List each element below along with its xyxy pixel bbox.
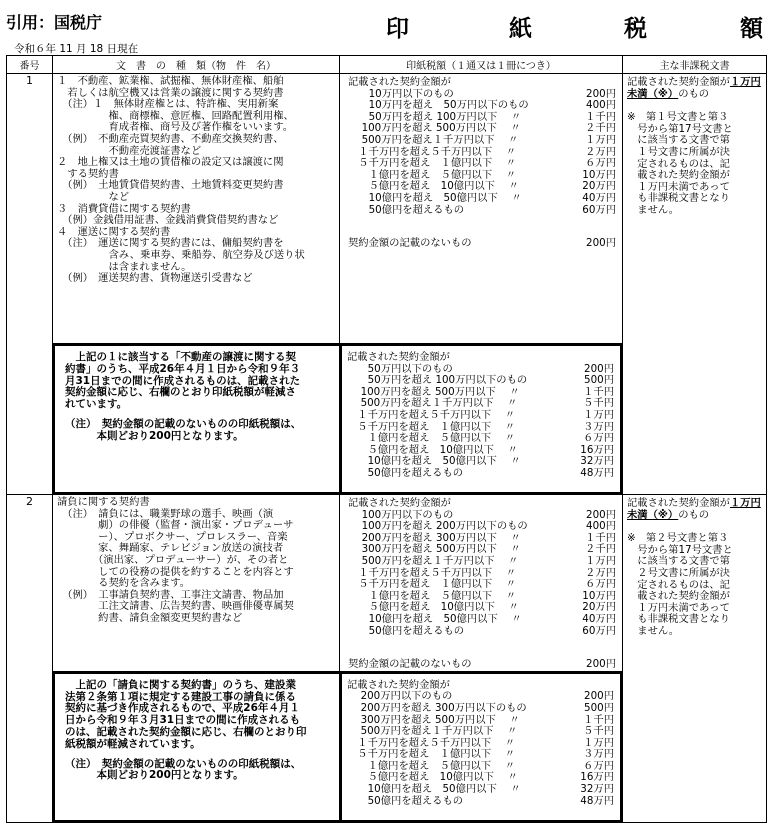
tax-amount: 60万円 bbox=[582, 624, 616, 637]
reduced-tax-cell bbox=[340, 671, 623, 822]
tax-bracket-label: ５千万円を超え １億円以下 〃 bbox=[347, 748, 516, 761]
text-line: など bbox=[57, 190, 130, 203]
text-line: ※ 第１号文書と第３ bbox=[627, 111, 729, 124]
tax-amount: 40万円 bbox=[582, 191, 616, 204]
reduced-note bbox=[55, 753, 340, 787]
description-lines bbox=[53, 495, 339, 627]
tax-bracket-label: 50万円を超え 100万円以下のもの bbox=[347, 374, 528, 387]
text-line: （注） 契約金額の記載のないものの印紙税額は、 bbox=[65, 417, 302, 430]
tax-amount: １万円 bbox=[585, 133, 616, 146]
tax-amount: 200円 bbox=[586, 87, 616, 100]
as-of-date: 令和６年 11 月 18 日現在 bbox=[14, 43, 139, 55]
text-line: （例）金銭借用証書、金銭消費貸借契約書など bbox=[57, 214, 279, 227]
text-line: 契約金額に応じ、右欄のとおり印紙税額が軽減さ bbox=[65, 386, 296, 399]
header-number: 番号 bbox=[7, 56, 53, 74]
nontaxable-threshold: １万円未満（※） bbox=[627, 497, 761, 521]
tax-bracket-label: 100万円を超え 500万円以下 〃 bbox=[348, 122, 521, 135]
text-line: 上記の「請負に関する契約書」のうち、建設業 bbox=[65, 678, 296, 691]
tax-amount: ２千円 bbox=[585, 543, 616, 556]
text-line: 若しくは航空機又は営業の譲渡に関する契約書 bbox=[57, 86, 284, 99]
tax-row bbox=[348, 556, 616, 568]
tax-amount: ６万円 bbox=[585, 157, 616, 170]
tax-bracket-label: ５千万円を超え １億円以下 〃 bbox=[348, 578, 517, 591]
tax-bracket-label: ５千万円を超え １億円以下 〃 bbox=[347, 420, 516, 433]
tax-bracket-label: 50万円を超え 100万円以下 〃 bbox=[348, 110, 522, 123]
nontaxable-lead: 記載された契約金額が bbox=[627, 497, 730, 509]
tax-bracket-label: 500万円を超え１千万円以下 〃 bbox=[348, 133, 519, 146]
text-line: 請負に関する契約書 bbox=[57, 496, 150, 508]
page-title-char-2: 紙 bbox=[509, 16, 532, 42]
tax-bracket-label: 500万円を超え１千万円以下 〃 bbox=[348, 554, 519, 567]
page-title-char-3: 税 bbox=[624, 16, 647, 42]
tax-amount bbox=[570, 352, 614, 364]
text-line: る契約を含みます。 bbox=[57, 577, 191, 590]
tax-row bbox=[347, 468, 614, 480]
tax-bracket-label: 50億円を超えるもの bbox=[348, 624, 465, 637]
nontaxable-block bbox=[623, 74, 766, 220]
document-description bbox=[53, 74, 340, 344]
tax-row bbox=[348, 158, 616, 170]
tax-table bbox=[340, 74, 622, 250]
reduced-description bbox=[53, 671, 340, 822]
tax-amount: 200円 bbox=[586, 508, 616, 521]
text-line: れています。 bbox=[65, 398, 128, 411]
nontaxable-block bbox=[623, 495, 766, 641]
tax-row bbox=[347, 433, 614, 445]
page-title-char-4: 額 bbox=[740, 16, 763, 42]
tax-bracket-label: ５億円を超え 10億円以下 〃 bbox=[347, 771, 518, 784]
tax-row bbox=[347, 410, 614, 422]
reduced-text bbox=[55, 674, 340, 753]
tax-amount: 10万円 bbox=[582, 168, 616, 181]
tax-bracket-label: １千万円を超え５千万円以下 〃 bbox=[347, 408, 516, 421]
reduced-rate-box bbox=[53, 672, 342, 822]
tax-bracket-label: ５億円を超え 10億円以下 〃 bbox=[348, 601, 519, 614]
text-line: は含まれません。 bbox=[57, 260, 192, 273]
text-line: （例） 不動産売買契約書、不動産交換契約書、 bbox=[57, 132, 284, 145]
tax-amount: 400円 bbox=[586, 99, 616, 112]
reduced-tax-table bbox=[339, 344, 622, 494]
tax-row bbox=[348, 614, 616, 626]
tax-bracket-label: 50億円を超えるもの bbox=[348, 203, 465, 216]
tax-row bbox=[348, 498, 616, 510]
tax-amount: １万円 bbox=[583, 736, 614, 749]
no-amount-row bbox=[348, 659, 616, 671]
text-line: 権、商標権、意匠権、回路配置利用権、 bbox=[57, 109, 294, 122]
page-title-char-1: 印 bbox=[386, 16, 409, 42]
text-line: 本則どおり200円となります。 bbox=[65, 429, 244, 442]
text-line: 載された契約金額が bbox=[627, 169, 730, 182]
tax-row bbox=[347, 703, 614, 715]
text-line: 号から第17号文書と bbox=[627, 122, 733, 135]
table-row bbox=[7, 74, 767, 344]
nontaxable-cell bbox=[623, 74, 767, 495]
table-header-row bbox=[7, 56, 767, 74]
tax-amount: 200円 bbox=[584, 690, 614, 703]
tax-amount: 500円 bbox=[584, 701, 614, 714]
text-line: （注）１ 無体財産権とは、特許権、実用新案 bbox=[57, 98, 279, 111]
tax-row bbox=[347, 784, 614, 796]
tax-bracket-label: 10億円を超え 50億円以下 〃 bbox=[348, 191, 522, 204]
no-amount-value: 200円 bbox=[586, 658, 616, 671]
tax-amount-cell bbox=[340, 74, 623, 344]
text-line: （例） 土地賃貸借契約書、土地賃料変更契約書 bbox=[57, 179, 284, 192]
tax-bracket-label: 記載された契約金額が bbox=[347, 351, 450, 363]
tax-bracket-label: 200万円を超え 300万円以下 〃 bbox=[348, 531, 521, 544]
text-line: 載された契約金額が bbox=[627, 590, 730, 603]
tax-bracket-label: ５億円を超え 10億円以下 〃 bbox=[348, 180, 519, 193]
tax-bracket-label: 50億円を超えるもの bbox=[347, 466, 464, 479]
tax-row bbox=[348, 626, 616, 638]
tax-bracket-label: 50億円を超えるもの bbox=[347, 794, 464, 807]
text-line: ません。 bbox=[627, 203, 680, 216]
no-amount-label: 契約金額の記載のないもの bbox=[348, 658, 472, 671]
text-line: 家、舞踊家、テレビジョン放送の演技者 bbox=[57, 542, 284, 555]
tax-amount: 40万円 bbox=[582, 612, 616, 625]
text-line: 含み、乗車券、乗船券、航空券及び送り状 bbox=[57, 248, 305, 261]
tax-bracket-label: 10万円以下のもの bbox=[348, 87, 454, 100]
description-lines bbox=[53, 74, 339, 287]
tax-bracket-label: 100万円を超え 500万円以下 〃 bbox=[347, 385, 520, 398]
row-number: 1 bbox=[7, 74, 53, 495]
nontaxable-cell bbox=[623, 495, 767, 823]
tax-amount-cell bbox=[340, 495, 623, 672]
text-line: ません。 bbox=[627, 624, 680, 637]
tax-amount: ６万円 bbox=[583, 432, 614, 445]
text-line: する契約書 bbox=[57, 167, 119, 180]
text-line: （注） 運送に関する契約書には、傭船契約書を bbox=[57, 237, 284, 250]
text-line: のは、記載された契約金額に応じ、右欄のとおり印 bbox=[65, 725, 307, 738]
text-line: 約書、請負金額変更契約書など bbox=[57, 611, 243, 624]
text-line: も非課税文書となり bbox=[627, 613, 730, 626]
tax-amount: 500円 bbox=[584, 374, 614, 387]
tax-amount: ２万円 bbox=[585, 145, 616, 158]
text-line: 上記の１に該当する「不動産の譲渡に関する契 bbox=[65, 351, 296, 363]
text-line: 定されるものは、記 bbox=[627, 157, 730, 170]
text-line: に該当する文書で第 bbox=[627, 555, 730, 568]
reduced-tax-cell bbox=[340, 344, 623, 495]
spacer bbox=[348, 216, 616, 238]
tax-amount: 20万円 bbox=[582, 180, 616, 193]
spacer bbox=[348, 637, 616, 659]
document-description bbox=[53, 495, 340, 672]
text-line: 劇）の俳優（監督・演出家・プロデューサ bbox=[57, 519, 294, 532]
nontaxable-threshold: １万円未満（※） bbox=[627, 76, 761, 100]
tax-bracket-label: 記載された契約金額が bbox=[347, 678, 450, 691]
text-line: ２号文書に所属が決 bbox=[627, 566, 730, 579]
tax-bracket-label: 10億円を超え 50億円以下 〃 bbox=[348, 612, 522, 625]
tax-amount: ３万円 bbox=[583, 420, 614, 433]
tax-amount bbox=[572, 498, 616, 510]
tax-amount: １千円 bbox=[585, 110, 616, 123]
stamp-duty-table bbox=[6, 55, 767, 823]
tax-amount: 10万円 bbox=[582, 589, 616, 602]
text-line: ４ 運送に関する契約書 bbox=[57, 225, 171, 238]
text-line: 法第２条第１項に規定する建設工事の請負に係る bbox=[65, 690, 296, 703]
text-line: 不動産売渡証書など bbox=[57, 144, 202, 157]
tax-bracket-label: 500万円を超え１千万円以下 〃 bbox=[347, 725, 518, 738]
nontaxable-tail: のもの bbox=[678, 87, 710, 100]
tax-amount: １千円 bbox=[585, 531, 616, 544]
tax-bracket-label: １億円を超え ５億円以下 〃 bbox=[347, 432, 516, 445]
tax-bracket-label: 300万円を超え 500万円以下 〃 bbox=[347, 713, 520, 726]
tax-bracket-label: 200万円以下のもの bbox=[347, 690, 453, 703]
tax-amount: 16万円 bbox=[580, 443, 614, 456]
reduced-description bbox=[53, 344, 340, 495]
tax-amount: ２千円 bbox=[585, 122, 616, 135]
text-line: ー）、プロボクサー、プロレスラー、音楽 bbox=[57, 530, 288, 543]
no-amount-value: 200円 bbox=[586, 237, 616, 250]
text-line: １号文書に所属が決 bbox=[627, 145, 730, 158]
text-line: 日から令和９年３月31日までの間に作成されるも bbox=[65, 714, 301, 727]
text-line: １ 不動産、鉱業権、試掘権、無体財産権、船舶 bbox=[57, 75, 284, 87]
tax-row bbox=[348, 77, 616, 89]
tax-amount: 48万円 bbox=[580, 466, 614, 479]
text-line: 紙税額が軽減されています。 bbox=[65, 737, 201, 750]
tax-bracket-label: １千万円を超え５千万円以下 〃 bbox=[347, 736, 516, 749]
tax-amount: 200円 bbox=[584, 362, 614, 375]
tax-bracket-label: １億円を超え ５億円以下 〃 bbox=[348, 589, 517, 602]
tax-amount: 48万円 bbox=[580, 794, 614, 807]
tax-amount: １千円 bbox=[583, 385, 614, 398]
text-line: 契約に基づき作成されるもので、平成26年４月１ bbox=[65, 702, 300, 715]
text-line: ※ 第２号文書と第３ bbox=[627, 532, 729, 545]
tax-amount: 400円 bbox=[586, 520, 616, 533]
tax-row bbox=[348, 579, 616, 591]
tax-bracket-label: 10億円を超え 50億円以下 〃 bbox=[347, 455, 521, 468]
table-row bbox=[7, 495, 767, 672]
tax-amount: 20万円 bbox=[582, 601, 616, 614]
tax-bracket-label: 100万円を超え 200万円以下のもの bbox=[348, 520, 528, 533]
tax-amount bbox=[572, 77, 616, 89]
nontaxable-lead: 記載された契約金額が bbox=[627, 76, 730, 88]
tax-amount: 16万円 bbox=[580, 771, 614, 784]
tax-table bbox=[340, 495, 622, 671]
tax-bracket-label: １千万円を超え５千万円以下 〃 bbox=[348, 145, 517, 158]
tax-bracket-label: 50万円以下のもの bbox=[347, 362, 453, 375]
tax-row bbox=[347, 726, 614, 738]
text-line: 月31日までの間に作成されるものは、記載された bbox=[65, 374, 301, 387]
nontaxable-remark bbox=[627, 533, 762, 637]
reduced-note bbox=[55, 413, 340, 447]
header-tax-amount: 印紙税額（１通又は１冊につき） bbox=[340, 56, 623, 74]
text-line: 号から第17号文書と bbox=[627, 543, 733, 556]
text-line: （注） 請負には、職業野球の選手、映画（演 bbox=[57, 507, 274, 520]
text-line: に該当する文書で第 bbox=[627, 134, 730, 147]
tax-bracket-label: ５億円を超え 10億円以下 〃 bbox=[347, 443, 518, 456]
tax-bracket-label: 300万円を超え 500万円以下 〃 bbox=[348, 543, 521, 556]
text-line: しての役務の提供を約することを内容とす bbox=[57, 565, 294, 578]
text-line: （注） 契約金額の記載のないものの印紙税額は、 bbox=[65, 757, 302, 770]
tax-amount: １万円 bbox=[583, 408, 614, 421]
text-line: 本則どおり200円となります。 bbox=[65, 769, 244, 782]
tax-amount: 32万円 bbox=[580, 783, 614, 796]
text-line: ３ 消費貸借に関する契約書 bbox=[57, 202, 191, 215]
tax-amount: ５千円 bbox=[583, 397, 614, 410]
tax-amount: ６万円 bbox=[585, 578, 616, 591]
text-line: １万円未満であって bbox=[627, 601, 730, 614]
tax-row bbox=[347, 796, 614, 808]
tax-amount: ５千円 bbox=[583, 725, 614, 738]
tax-amount: １万円 bbox=[585, 554, 616, 567]
tax-bracket-label: 記載された契約金額が bbox=[348, 497, 451, 509]
tax-amount: 60万円 bbox=[582, 203, 616, 216]
tax-bracket-label: 記載された契約金額が bbox=[348, 76, 451, 88]
text-line: （例） 運送契約書、貨物運送引受書など bbox=[57, 272, 253, 285]
header-document-type: 文 書 の 種 類（物 件 名） bbox=[53, 56, 340, 74]
tax-amount: ２万円 bbox=[585, 566, 616, 579]
row-number: 2 bbox=[7, 495, 53, 823]
text-line: も非課税文書となり bbox=[627, 192, 730, 205]
text-line: １万円未満であって bbox=[627, 180, 730, 193]
tax-amount: ３万円 bbox=[583, 748, 614, 761]
tax-amount: ６万円 bbox=[583, 759, 614, 772]
reduced-text bbox=[55, 346, 340, 413]
tax-amount: 32万円 bbox=[580, 455, 614, 468]
text-line: ２ 地上権又は土地の賃借権の設定又は譲渡に関 bbox=[57, 156, 284, 169]
tax-row bbox=[348, 193, 616, 205]
nontaxable-tail: のもの bbox=[678, 508, 710, 521]
tax-bracket-label: 200万円を超え 300万円以下のもの bbox=[347, 701, 527, 714]
tax-bracket-label: １億円を超え ５億円以下 〃 bbox=[347, 759, 516, 772]
reduced-rate-box bbox=[53, 344, 342, 494]
tax-bracket-label: １千万円を超え５千万円以下 〃 bbox=[348, 566, 517, 579]
text-line: 約書」のうち、平成26年４月１日から令和９年３ bbox=[65, 362, 301, 375]
tax-amount: １千円 bbox=[583, 713, 614, 726]
text-line: 育成者権、商号及び著作権をいいます。 bbox=[57, 121, 294, 134]
no-amount-row bbox=[348, 238, 616, 250]
tax-bracket-label: 10億円を超え 50億円以下 〃 bbox=[347, 783, 521, 796]
text-line: （例） 工事請負契約書、工事注文請書、物品加 bbox=[57, 588, 284, 601]
tax-bracket-label: 100万円以下のもの bbox=[348, 508, 454, 521]
tax-bracket-label: １億円を超え ５億円以下 〃 bbox=[348, 168, 517, 181]
text-line: （演出家、プロデューサー）が、その者と bbox=[57, 553, 289, 566]
nontaxable-remark bbox=[627, 112, 762, 216]
tax-row bbox=[347, 352, 614, 364]
header-nontaxable: 主な非課税文書 bbox=[623, 56, 767, 74]
reduced-tax-table bbox=[339, 672, 622, 822]
text-line: 定されるものは、記 bbox=[627, 578, 730, 591]
text-line: 工注文請書、広告契約書、映画俳優専属契 bbox=[57, 600, 294, 613]
no-amount-label: 契約金額の記載のないもの bbox=[348, 237, 472, 250]
tax-bracket-label: 500万円を超え１千万円以下 〃 bbox=[347, 397, 518, 410]
tax-bracket-label: 10万円を超え 50万円以下のもの bbox=[348, 99, 529, 112]
tax-row bbox=[348, 205, 616, 217]
tax-row bbox=[348, 135, 616, 147]
source-label: 引用：国税庁 bbox=[6, 13, 103, 32]
tax-bracket-label: ５千万円を超え １億円以下 〃 bbox=[348, 157, 517, 170]
